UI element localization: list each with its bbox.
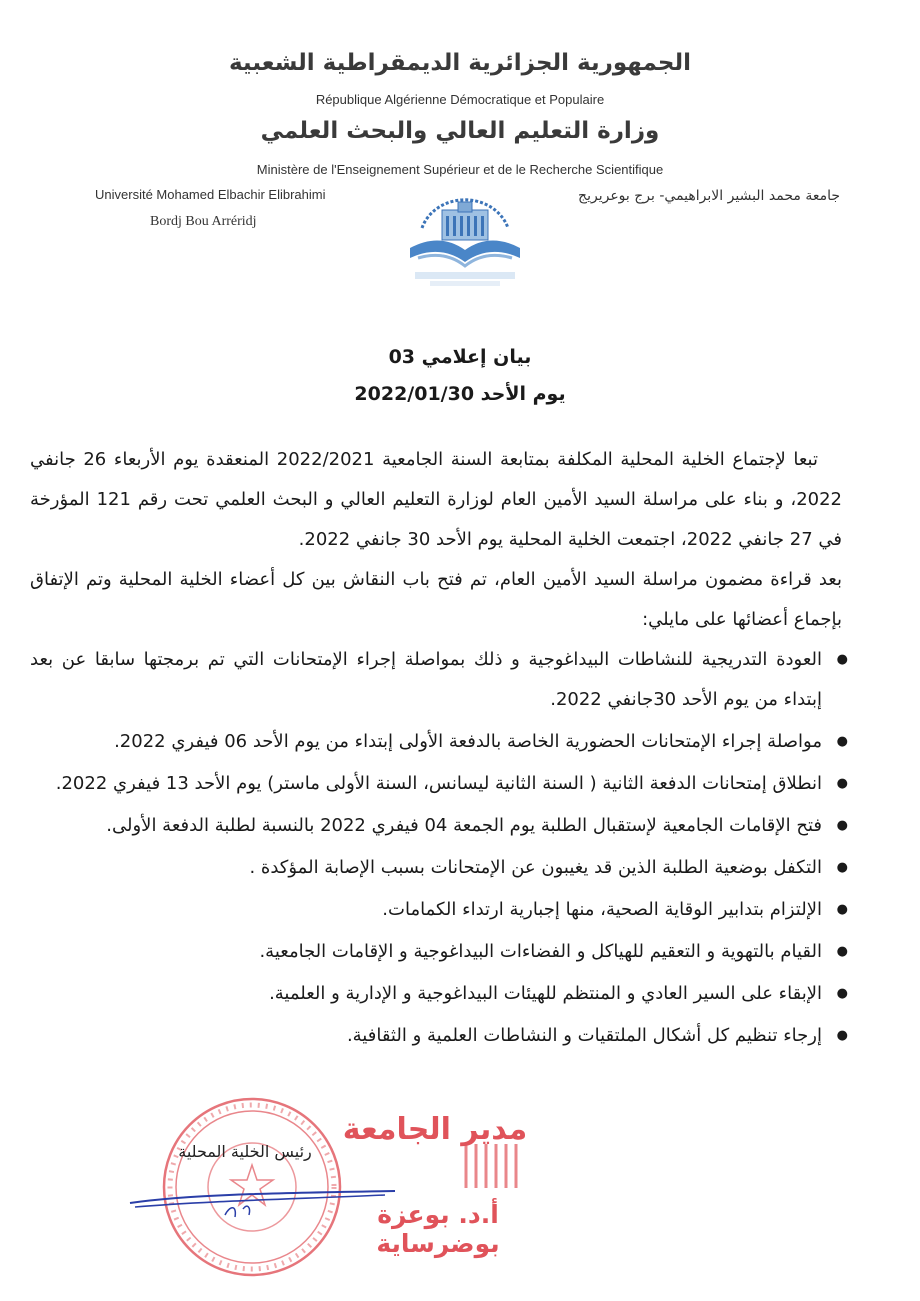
list-item: ● فتح الإقامات الجامعية لإستقبال الطلبة يوم الجمعة 04 فيفري 2022 بالنسبة لطلبة الدفعة الأولى. (30, 806, 850, 846)
list-item: ● إرجاء تنظيم كل أشكال الملتقيات و النشاطات العلمية و الثقافية. (30, 1016, 850, 1056)
ministry-title-fr: Ministère de l'Enseignement Supérieur et de le Recherche Scientifique (256, 162, 664, 177)
list-item: ● التكفل بوضعية الطلبة الذين قد يغيبون عن الإمتحانات بسبب الإصابة المؤكدة . (30, 848, 850, 888)
university-name-ar: جامعة محمد البشير الابراهيمي- برج بوعريريج (578, 188, 840, 204)
director-title: مدير الجامعة (342, 1112, 528, 1147)
agreement-paragraph: بعد قراءة مضمون مراسلة السيد الأمين العام، تم فتح باب النقاش بين كل أعضاء الخلية المحلية وتم الإتفاق بإجماع أعضائها على مايلي: (30, 569, 842, 630)
director-name: أ.د. بوعزة بوضرساية (376, 1200, 500, 1258)
ministry-title-ar: وزارة التعليم العالي والبحث العلمي (260, 118, 660, 144)
list-item: ● الإبقاء على السير العادي و المنتظم للهيئات البيداغوجية و الإدارية و العلمية. (30, 974, 850, 1014)
republic-title-ar: الجمهورية الجزائرية الديمقراطية الشعبية (228, 50, 692, 76)
university-name-fr: Université Mohamed Elbachir Elibrahimi (95, 187, 326, 202)
list-item: ● انطلاق إمتحانات الدفعة الثانية ( السنة الثانية ليسانس، السنة الأولى ماستر) يوم الأحد 13 فيفري 2022. (30, 764, 850, 804)
list-item: ● العودة التدريجية للنشاطات البيداغوجية و ذلك بمواصلة إجراء الإمتحانات التي تم برمجتها سابقا عن بعد إبتداء من يوم الأحد 30جانفي 2022. (30, 640, 850, 720)
announcement-number: بيان إعلامي 03 (388, 346, 532, 368)
republic-title-fr: République Algérienne Démocratique et Populaire (315, 92, 605, 107)
list-item: ● مواصلة إجراء الإمتحانات الحضورية الخاصة بالدفعة الأولى إبتداء من يوم الأحد 06 فيفري 2022. (30, 722, 850, 762)
list-item: ● الإلتزام بتدابير الوقاية الصحية، منها إجبارية ارتداء الكمامات. (30, 890, 850, 930)
cell-head-label: رئيس الخلية المحلية (178, 1142, 312, 1161)
university-city-fr: Bordj Bou Arréridj (150, 214, 257, 229)
list-item: ● القيام بالتهوية و التعقيم للهياكل و الفضاءات البيداغوجية و الإقامات الجامعية. (30, 932, 850, 972)
announcement-date: يوم الأحد 2022/01/30 (354, 383, 566, 405)
red-stamp-icon (458, 1140, 528, 1192)
decisions-list (30, 640, 850, 1058)
intro-paragraph: تبعا لإجتماع الخلية المحلية المكلفة بمتابعة السنة الجامعية 2022/2021 المنعقدة يوم الأربعاء 26 جانفي 2022، و بناء على مراسلة السيد الأمين العام لوزارة التعليم العالي و البحث العلمي تحت رقم 121 المؤرخة في 27 جانفي 2022، اجتمعت الخلية المحلية يوم الأحد 30 جانفي 2022. (30, 449, 842, 550)
university-logo-icon (400, 188, 530, 290)
